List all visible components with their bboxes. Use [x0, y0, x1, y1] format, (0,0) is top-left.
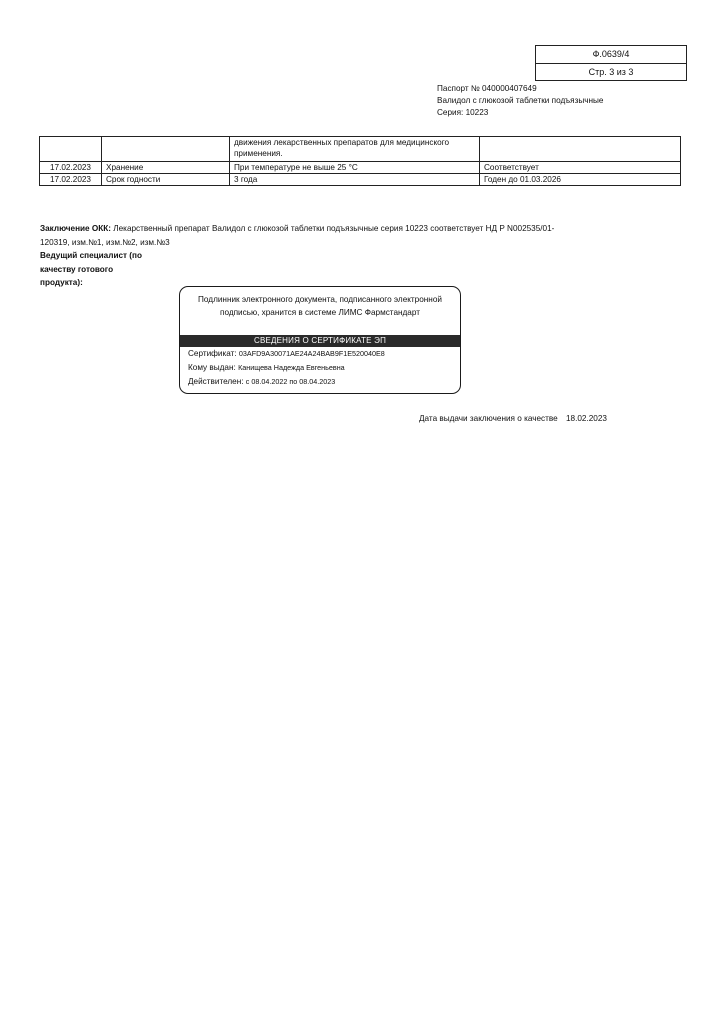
conclusion-label: Заключение ОКК:	[40, 224, 111, 233]
row-parameter: Срок годности	[102, 174, 230, 186]
row-requirement: 3 года	[230, 174, 480, 186]
passport-number: Паспорт № 040000407649	[437, 84, 537, 93]
issue-date-label: Дата выдачи заключения о качестве	[419, 414, 558, 423]
row-result: Соответствует	[480, 162, 681, 174]
specialist-label: Ведущий специалист (по качеству готового продукта):	[40, 251, 142, 287]
passport-header	[437, 83, 603, 119]
certificate-label: Сертификат:	[188, 349, 237, 358]
table-row	[40, 162, 681, 174]
issue-date: 18.02.2023	[565, 414, 607, 423]
certificate-value: 03AFD9A30071AE24A24BAB9F1E520040E8	[238, 349, 385, 358]
page-number: Стр. 3 из 3	[536, 63, 686, 81]
row-date: 17.02.2023	[40, 174, 102, 186]
row-requirement: При температуре не выше 25 °С	[230, 162, 480, 174]
series: Серия: 10223	[437, 108, 489, 117]
continuation-text: движения лекарственных препаратов для медицинского применения.	[230, 137, 480, 162]
stamp-certificate	[180, 347, 460, 361]
conclusion-text: Лекарственный препарат Валидол с глюкозой таблетки подъязычные серия 10223 соответствует НД Р N002535/01-120319, изм.№1, изм.№2, изм.№3	[40, 224, 555, 247]
stamp-band: СВЕДЕНИЯ О СЕРТИФИКАТЕ ЭП	[180, 335, 460, 347]
product-name: Валидол с глюкозой таблетки подъязычные	[437, 96, 604, 105]
qc-conclusion	[40, 222, 560, 249]
issued-to-label: Кому выдан:	[188, 363, 236, 372]
form-code-box	[535, 45, 687, 81]
table-row	[40, 174, 681, 186]
e-signature-stamp	[179, 286, 461, 394]
row-result: Годен до 01.03.2026	[480, 174, 681, 186]
row-date: 17.02.2023	[40, 162, 102, 174]
stamp-validity	[180, 375, 460, 389]
row-parameter: Хранение	[102, 162, 230, 174]
form-code: Ф.0639/4	[592, 49, 630, 59]
issue-date-line	[419, 414, 607, 423]
validity-value: с 08.04.2022 по 08.04.2023	[245, 377, 336, 386]
issued-to-value: Канищева Надежда Евгеньевна	[238, 363, 345, 372]
table-row	[40, 137, 681, 162]
stamp-intro: Подлинник электронного документа, подписанного электронной подписью, хранится в системе ЛИМС Фармстандарт	[198, 295, 442, 317]
test-results-table	[39, 136, 681, 186]
validity-label: Действителен:	[188, 377, 244, 386]
stamp-issued-to	[180, 361, 460, 375]
